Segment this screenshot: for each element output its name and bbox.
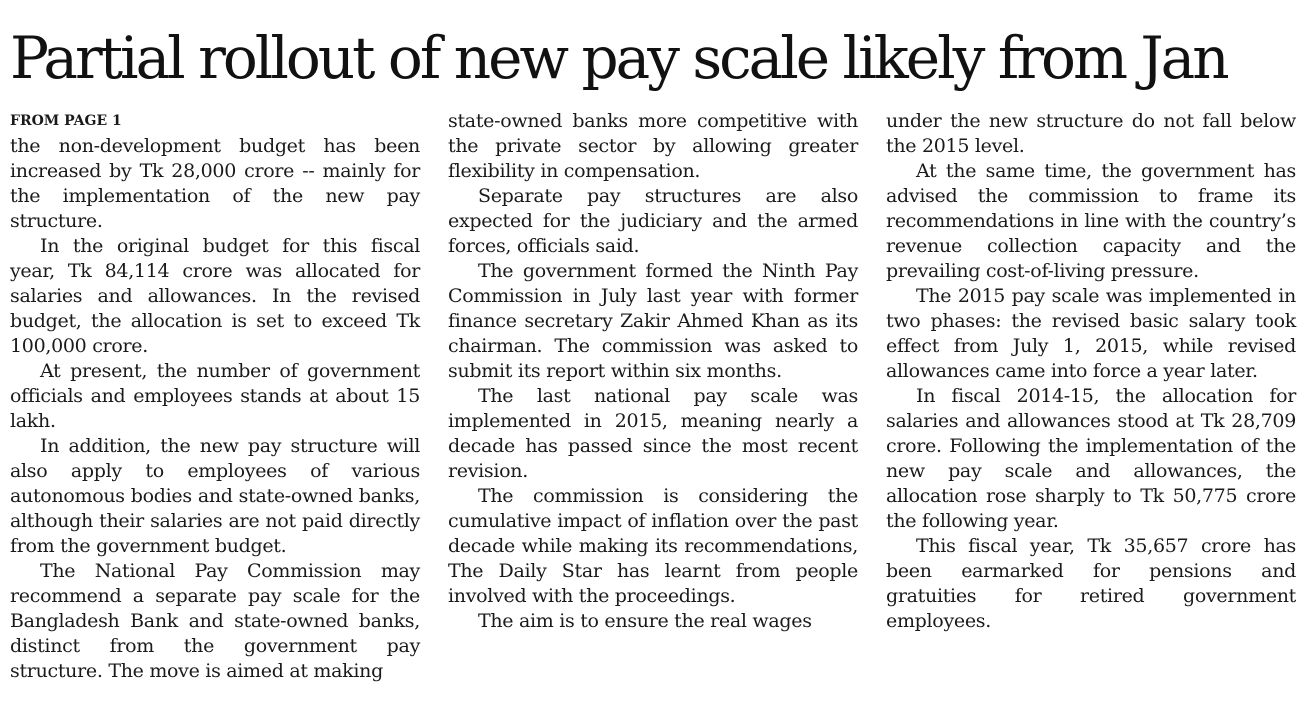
paragraph: The government formed the Ninth Pay Commission in July last year with former finance secretary Zakir Ahmed Khan as its chairman. The commission was asked to submit its report within six months. [448,260,858,382]
headline: Partial rollout of new pay scale likely from Jan [10,24,1227,92]
paragraph: In addition, the new pay structure will also apply to employees of various autonomous bodies and state-owned banks, although their salaries are not paid directly from the government budget. [10,435,420,557]
paragraph: The last national pay scale was implemented in 2015, meaning nearly a decade has passed since the most recent revision. [448,385,858,482]
paragraph: In the original budget for this fiscal year, Tk 84,114 crore was allocated for salaries and allowances. In the revised budget, the allocation is set to exceed Tk 100,000 crore. [10,235,420,357]
paragraph: state-owned banks more competitive with the private sector by allowing greater flexibility in compensation. [448,110,858,182]
paragraph: Separate pay structures are also expected for the judiciary and the armed forces, officials said. [448,185,858,257]
article-column-3 [886,109,1296,634]
article-column-2 [448,109,858,634]
paragraph: The National Pay Commission may recommend a separate pay scale for the Bangladesh Bank and state-owned banks, distinct from the government pay structure. The move is aimed at making [10,560,420,682]
paragraph: In fiscal 2014-15, the allocation for salaries and allowances stood at Tk 28,709 crore. Following the implementation of the new pay scale and allowances, the allocation rose sharply to Tk 50,775 crore the following year. [886,385,1296,532]
paragraph: under the new structure do not fall below the 2015 level. [886,110,1296,157]
paragraph: The commission is considering the cumulative impact of inflation over the past decade while making its recommendations, The Daily Star has learnt from people involved with the proceedings. [448,485,858,607]
paragraph: At present, the number of government officials and employees stands at about 15 lakh. [10,360,420,432]
article-column-1 [10,109,420,684]
paragraph: The 2015 pay scale was implemented in two phases: the revised basic salary took effect from July 1, 2015, while revised allowances came into force a year later. [886,285,1296,382]
paragraph: the non-development budget has been increased by Tk 28,000 crore -- mainly for the implementation of the new pay structure. [10,135,420,232]
paragraph: This fiscal year, Tk 35,657 crore has been earmarked for pensions and gratuities for retired government employees. [886,535,1296,632]
paragraph: At the same time, the government has advised the commission to frame its recommendations in line with the country’s revenue collection capacity and the prevailing cost-of-living pressure. [886,160,1296,282]
kicker-from-page: FROM PAGE 1 [10,113,122,129]
paragraph: The aim is to ensure the real wages [478,610,812,632]
